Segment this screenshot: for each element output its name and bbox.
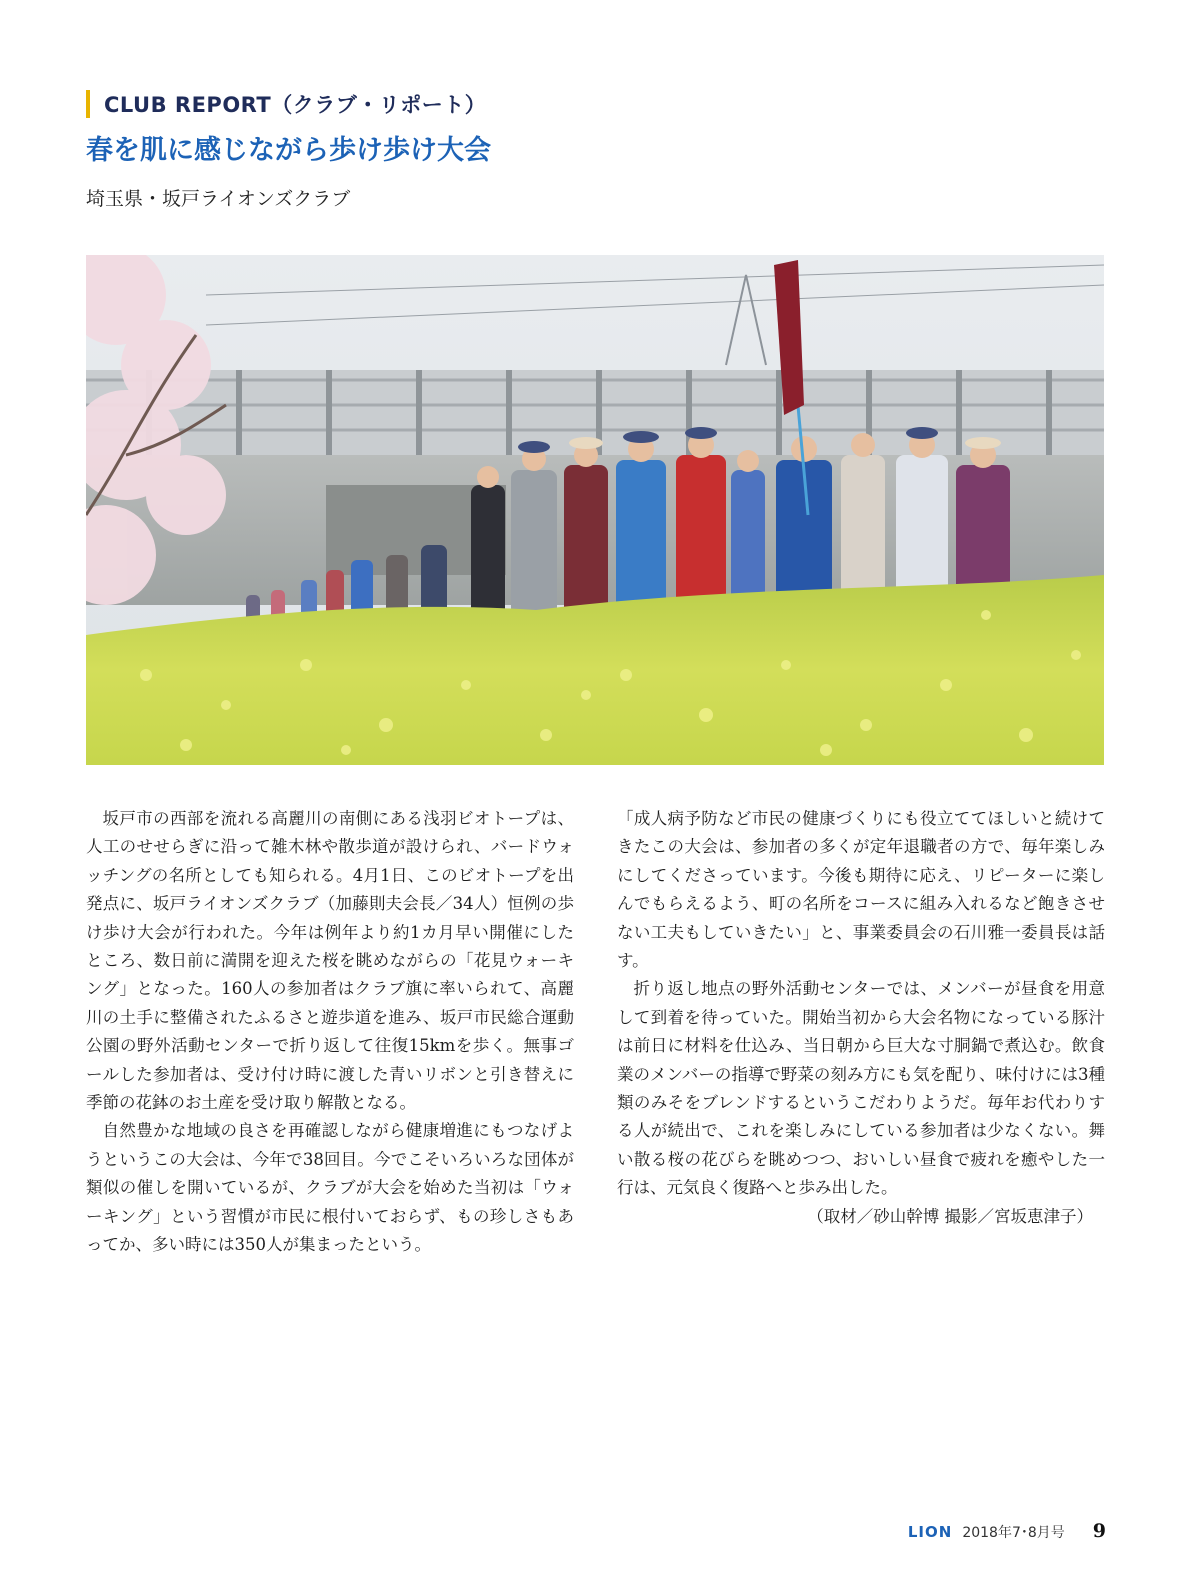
walkers-photo-illustration (86, 255, 1104, 765)
article-paragraph: 自然豊かな地域の良さを再確認しながら健康増進にもつなげようというこの大会は、今年で38回目。今でこそいろいろな団体が類似の催しを開いているが、クラブが大会を始めた当初は「ウォーキング」という習慣が市民に根付いておらず、もの珍しさもあってか、多い時には350人が集まったという。 (86, 1121, 574, 1255)
article-paragraph: 坂戸市の西部を流れる高麗川の南側にある浅羽ビオトープは、人工のせせらぎに沿って雑木林や散歩道が設けられ、バードウォッチングの名所としても知られる。4月1日、このビオトープを出発点に、坂戸ライオンズクラブ（加藤則夫会長／34人）恒例の歩け歩け大会が行われた。今年は例年より約1カ月早い開催にしたところ、数日前に満開を迎えた桜を眺めながらの「花見ウォーキング」となった。160人の参加者はクラブ旗に率いられて、高麗川の土手に整備されたふるさと遊歩道を進み、坂戸市民総合運動公園の野外活動センターで折り返して往復15kmを歩く。無事ゴールした参加者は、受け付け時に渡した青いリボンと引き替えに季節の花鉢のお土産を受け取り解散となる。 (86, 809, 574, 1113)
issue-date: 2018年7･8月号 (962, 1525, 1065, 1541)
article-column-right (617, 805, 1105, 1231)
article-paragraph: 「成人病予防など市民の健康づくりにも役立ててほしいと続けてきたこの大会は、参加者の多くが定年退職者の方で、毎年楽しみにしてくださっています。今後も期待に応え、リピーターに楽しんでもらえるよう、町の名所をコースに組み入れるなど飽きさせない工夫もしていきたい」と、事業委員会の石川雅一委員長は話す。 (617, 809, 1105, 971)
section-kicker: CLUB REPORT（クラブ・リポート） (104, 93, 487, 117)
article-paragraph: 折り返し地点の野外活動センターでは、メンバーが昼食を用意して到着を待っていた。開始当初から大会名物になっている豚汁は前日に材料を仕込み、当日朝から巨大な寸胴鍋で煮込む。飲食業のメンバーの指導で野菜の刻み方にも気を配り、味付けには3種類のみそをブレンドするというこだわりようだ。毎年お代わりする人が続出で、これを楽しみにしている参加者は少なくない。舞い散る桜の花びらを眺めつつ、おいしい昼食で疲れを癒やした一行は、元気良く復路へと歩み出した。 (617, 979, 1105, 1198)
kicker-row (86, 88, 1106, 120)
article-column-left (86, 805, 574, 1260)
kicker-bracket-mark (86, 90, 90, 118)
article-header (86, 88, 1106, 210)
photo-credit: （取材／砂山幹博 撮影／宮坂恵津子） (807, 1206, 1093, 1226)
page-footer (908, 1520, 1106, 1542)
magazine-brand: LION (907, 1523, 953, 1541)
article-title: 春を肌に感じながら歩け歩け大会 (86, 135, 491, 166)
page-number: 9 (1092, 1520, 1106, 1542)
club-name: 埼玉県・坂戸ライオンズクラブ (86, 188, 351, 210)
article-photo (86, 255, 1104, 765)
